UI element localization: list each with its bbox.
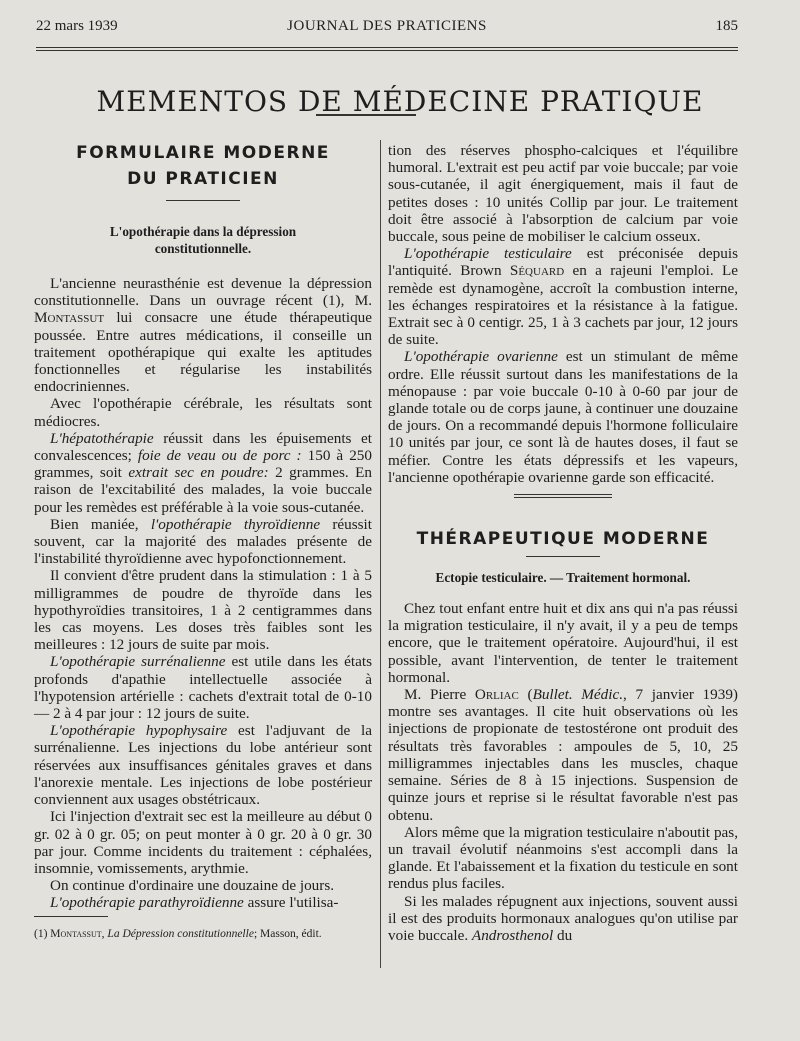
author-name: Séquard [509, 262, 565, 280]
section-underline [166, 200, 240, 201]
section-title-line-1: FORMULAIRE MODERNE [76, 143, 330, 163]
paragraph: Chez tout enfant entre huit et dix ans qui n'a pas réussi la migration testiculaire, il n'y avait, il y a peu de temps encore, que le traitement opératoire. Aujourd'hui, il est possible, avant l'intervention, de tenter le traitement hormonal. [388, 600, 738, 686]
section-underline [526, 556, 600, 557]
section-title-line-2: DU PRATICIEN [127, 169, 279, 189]
paragraph: Il convient d'être prudent dans la stimulation : 1 à 5 milligrammes de poudre de thyroïde dans les hypothyroïdies transitoires, 1 à 2 centigrammes dans les cas moyens. Les doses très faibles sont les meilleures : 12 jours de suite par mois. [34, 567, 372, 654]
paragraph: On continue d'ordinaire une douzaine de jours. [50, 877, 335, 895]
header-rule-top [36, 47, 738, 48]
paragraph: L'opothérapie ovarienne est un stimulant de même ordre. Elle réussit surtout dans les manifestations de la ménopause : par voie buccale 0-10 à 0-60 par jour de glande totale ou de corps jaune, à continuer une douzaine de jours. On a recommandé depuis l'hormone folliculaire 10 unités par jour, ce sont là de hautes doses, il faut se méfier. Contre les états dépressifs et les vapeurs, l'ancienne opothérapie ovarienne garde son efficacité. [388, 348, 738, 486]
running-header [36, 18, 738, 42]
paragraph: Alors même que la migration testiculaire n'aboutit pas, un travail évolutif néanmoins s'est accompli dans la glande. Et l'abaissement et la fixation du testicule en sont rendus plus faciles. [388, 823, 738, 893]
article-subhead: L'opothérapie dans la dépression constitutionnelle. [109, 224, 297, 256]
paragraph: L'opothérapie testiculaire est préconisée depuis l'antiquité. Brown Séquard en a rajeuni l'emploi. Le remède est dynamogène, accroît la combustion interne, les échanges respiratoires et la résistance à la fatigue. Extrait sec à 0 centigr. 25, 1 à 3 cachets par jour, 12 jours de suite. [388, 245, 738, 349]
page-number: 185 [715, 18, 738, 34]
footnote: (1) Montassut, La Dépression constitutionnelle; Masson, édit. [34, 927, 322, 940]
section-title-formulaire [34, 140, 372, 192]
header-rule-bottom [36, 50, 738, 51]
article-subhead: Ectopie testiculaire. — Traitement hormonal. [435, 570, 691, 586]
paragraph: L'opothérapie hypophysaire est l'adjuvant de la surrénalienne. Les injections du lobe antérieur sont réservées aux insuffisances génitales graves et dans l'anorexie mentale. Les injections de lobe postérieur conviennent aux usages obstétricaux. [34, 722, 372, 809]
paragraph: Ici l'injection d'extrait sec est la meilleure au début 0 gr. 02 à 0 gr. 05; on peut monter à 0 gr. 20 à 0 gr. 30 par jour. Comme incidents du traitement : céphalées, insomnie, vomissements, arythmie. [34, 808, 372, 877]
page-title: MEMENTOS DE MÉDECINE PRATIQUE [96, 84, 704, 118]
author-name: Montassut [34, 309, 105, 327]
issue-date: 22 mars 1939 [36, 18, 118, 34]
column-divider [380, 140, 381, 968]
paragraph: L'ancienne neurasthénie est devenue la dépression constitutionnelle. Dans un ouvrage récent (1), M. Montassut lui consacre une étude thérapeutique poussée. Entre autres médications, il conseille un traitement opothérapique qui exalte les aptitudes fonctionnelles et régularise les instabilités endocriniennes. [34, 275, 372, 396]
section-separator [514, 494, 612, 498]
paragraph: L'hépatothérapie réussit dans les épuisements et convalescences; foie de veau ou de porc : 150 à 250 grammes, soit extrait sec en poudre: 2 grammes. En raison de l'excitabilité des malades, la voie buccale pour les remèdes est préférable à la voie sous-cutanée. [34, 429, 372, 516]
paragraph: M. Pierre Orliac (Bullet. Médic., 7 janvier 1939) montre ses avantages. Il cite huit observations où les injections de propionate de testostérone ont produit des résultats très favorables : ampoules de 5, 10, 25 milligrammes injectables dans les muscles, chaque semaine. Séries de 8 à 15 injections. Suspension de quinze jours et reprise si le résultat favorable n'est pas obtenu. [388, 686, 738, 824]
footnote-rule [34, 916, 108, 917]
paragraph: tion des réserves phospho-calciques et l'équilibre humoral. L'extrait est peu actif par voie buccale; par voie sous-cutanée, il agit énergiquement, mais il faut de petites doses : 10 unités Collip par jour. Le traitement doit être associé à l'absorption de calcium par voie buccale, sous peine de mobiliser le calcium osseux. [388, 142, 738, 246]
paragraph: Avec l'opothérapie cérébrale, les résultats sont médiocres. [34, 395, 372, 430]
paragraph: L'opothérapie surrénalienne est utile dans les états profonds d'apathie intellectuelle associée à l'hypotension artérielle : cachets d'extrait total de 0-10 — 2 à 4 par jour : 12 jours de suite. [34, 653, 373, 723]
left-column [34, 140, 372, 941]
right-column [388, 142, 738, 944]
paragraph: Si les malades répugnent aux injections, souvent aussi il est des produits hormonaux analogues qu'on utilise par voie buccale. Androsthenol du [388, 892, 738, 944]
paragraph: L'opothérapie parathyroïdienne assure l'utilisa- [50, 894, 339, 912]
paragraph: Bien maniée, l'opothérapie thyroïdienne réussit souvent, car la majorité des malades présente de l'instabilité thyroïdienne avec hypofonctionnement. [34, 515, 372, 568]
author-name: Orliac [474, 686, 519, 704]
title-underline [316, 114, 416, 116]
section-title-therapeutique: THÉRAPEUTIQUE MODERNE [416, 529, 710, 550]
journal-name: JOURNAL DES PRATICIENS [287, 18, 487, 34]
